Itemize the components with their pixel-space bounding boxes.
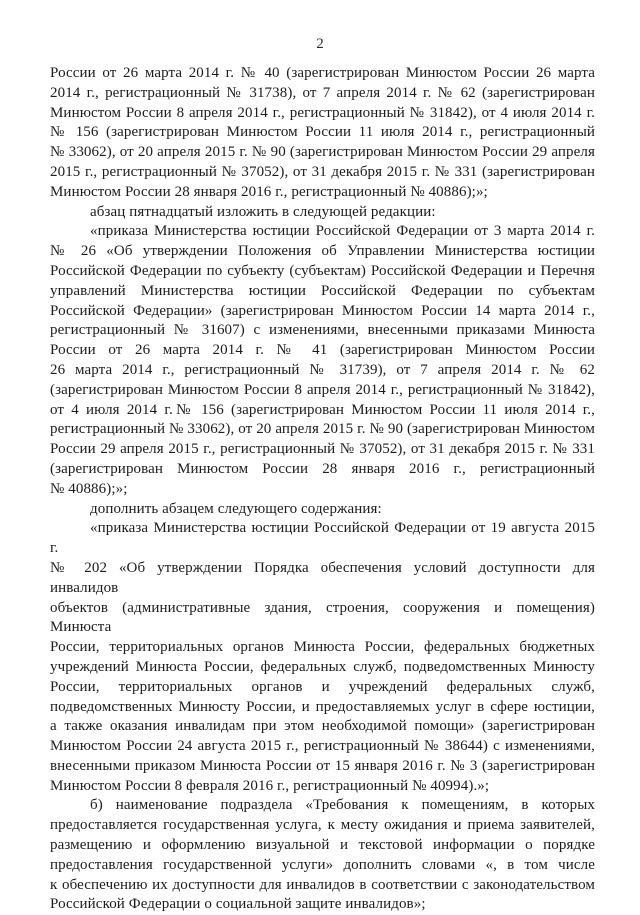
- document-line: России, территориальных органов и учреждений федеральных служб,: [50, 678, 595, 695]
- document-line: объектов (административные здания, строения, сооружения и помещения) Минюста: [50, 599, 595, 636]
- document-line: Российской Федерации» (зарегистрирован Минюстом России 14 марта 2014 г.,: [50, 302, 595, 319]
- document-line: Минюстом России 24 августа 2015 г., регистрационный № 38644) с изменениями,: [50, 738, 595, 755]
- document-line: регистрационный № 31607) с изменениями, внесенными приказами Минюста: [50, 322, 595, 339]
- document-line: Минюстом России 8 апреля 2014 г., регистрационный № 31842), от 4 июля 2014 г.: [50, 104, 595, 121]
- document-line: России 29 апреля 2015 г., регистрационный № 37052), от 31 декабря 2015 г. № 331: [50, 441, 595, 458]
- document-paragraph: [50, 500, 595, 520]
- document-line: Российской Федерации по субъекту (субъектам) Российской Федерации и Перечня: [50, 262, 595, 279]
- document-line: дополнить абзацем следующего содержания:: [90, 500, 382, 517]
- document-line: управлений Министерства юстиции Российской Федерации по субъектам: [50, 282, 595, 299]
- document-line: от 4 июля 2014 г.№ 156 (зарегистрирован Минюстом России 11 июля 2014 г.,: [50, 401, 595, 418]
- document-line: № 26 «Об утверждении Положения об Управлении Министерства юстиции: [50, 243, 595, 260]
- document-line: России, территориальных органов Минюста России, федеральных бюджетных: [50, 639, 595, 656]
- document-line: Российской Федерации о социальной защите инвалидов»;: [50, 896, 426, 913]
- document-line: (зарегистрирован Минюстом России 28 января 2016 г., регистрационный: [50, 460, 595, 477]
- document-line: а также оказания инвалидам при этом необходимой помощи» (зарегистрирован: [50, 718, 595, 735]
- document-line: России от 26 марта 2014 г. № 41 (зарегистрирован Минюстом России: [50, 342, 595, 359]
- document-line: размещению и оформлению визуальной и текстовой информации о порядке: [50, 837, 595, 854]
- document-line: подведомственных Минюсту России, и предоставляемых услуг в сфере юстиции,: [50, 698, 595, 715]
- document-paragraph: [50, 222, 595, 499]
- document-line: № 33062), от 20 апреля 2015 г. № 90 (зарегистрирован Минюстом России 29 апреля: [50, 144, 595, 161]
- document-line: абзац пятнадцатый изложить в следующей редакции:: [90, 203, 436, 220]
- document-line: 26 марта 2014 г., регистрационный № 31739), от 7 апреля 2014 г. № 62: [50, 361, 595, 378]
- document-line: «приказа Министерства юстиции Российской Федерации от 19 августа 2015 г.: [50, 520, 595, 557]
- document-body: [50, 64, 595, 915]
- document-line: регистрационный № 33062), от 20 апреля 2015 г. № 90 (зарегистрирован Минюстом: [50, 421, 595, 438]
- document-line: учреждений Минюста России, федеральных служб, подведомственных Минюсту: [50, 658, 595, 675]
- document-line: 2014 г., регистрационный № 31738), от 7 апреля 2014 г. № 62 (зарегистрирован: [50, 84, 595, 101]
- document-line: № 156 (зарегистрирован Минюстом России 11 июля 2014 г., регистрационный: [50, 124, 595, 141]
- document-line: № 40886);»;: [50, 480, 128, 497]
- document-line: России от 26 марта 2014 г. № 40 (зарегистрирован Минюстом России 26 марта: [50, 65, 595, 81]
- page-number: 2: [316, 36, 324, 52]
- document-line: предоставления государственной услуги» дополнить словами «, в том числе: [50, 856, 595, 873]
- document-line: Минюстом России 8 февраля 2016 г., регистрационный № 40994).»;: [50, 777, 490, 794]
- document-line: предоставляется государственная услуга, к месту ожидания и приема заявителей,: [50, 817, 595, 834]
- document-paragraph: [50, 64, 595, 203]
- document-paragraph: [50, 796, 595, 915]
- document-line: «приказа Министерства юстиции Российской Федерации от 3 марта 2014 г.: [90, 223, 595, 240]
- document-line: Минюстом России 28 января 2016 г., регистрационный № 40886);»;: [50, 183, 488, 200]
- document-line: внесенными приказом Минюста России от 15 января 2016 г. № 3 (зарегистрирован: [50, 757, 595, 774]
- document-line: к обеспечению их доступности для инвалидов в соответствии с законодательством: [50, 876, 595, 893]
- document-line: б) наименование подраздела «Требования к помещениям, в которых: [90, 797, 595, 814]
- document-line: № 202 «Об утверждении Порядка обеспечения условий доступности для инвалидов: [50, 559, 595, 596]
- document-line: (зарегистрирован Минюстом России 8 апреля 2014 г., регистрационный № 31842),: [50, 381, 595, 398]
- document-paragraph: [50, 203, 595, 223]
- document-line: 2015 г., регистрационный № 37052), от 31 декабря 2015 г. № 331 (зарегистрирован: [50, 163, 595, 180]
- document-paragraph: [50, 519, 595, 796]
